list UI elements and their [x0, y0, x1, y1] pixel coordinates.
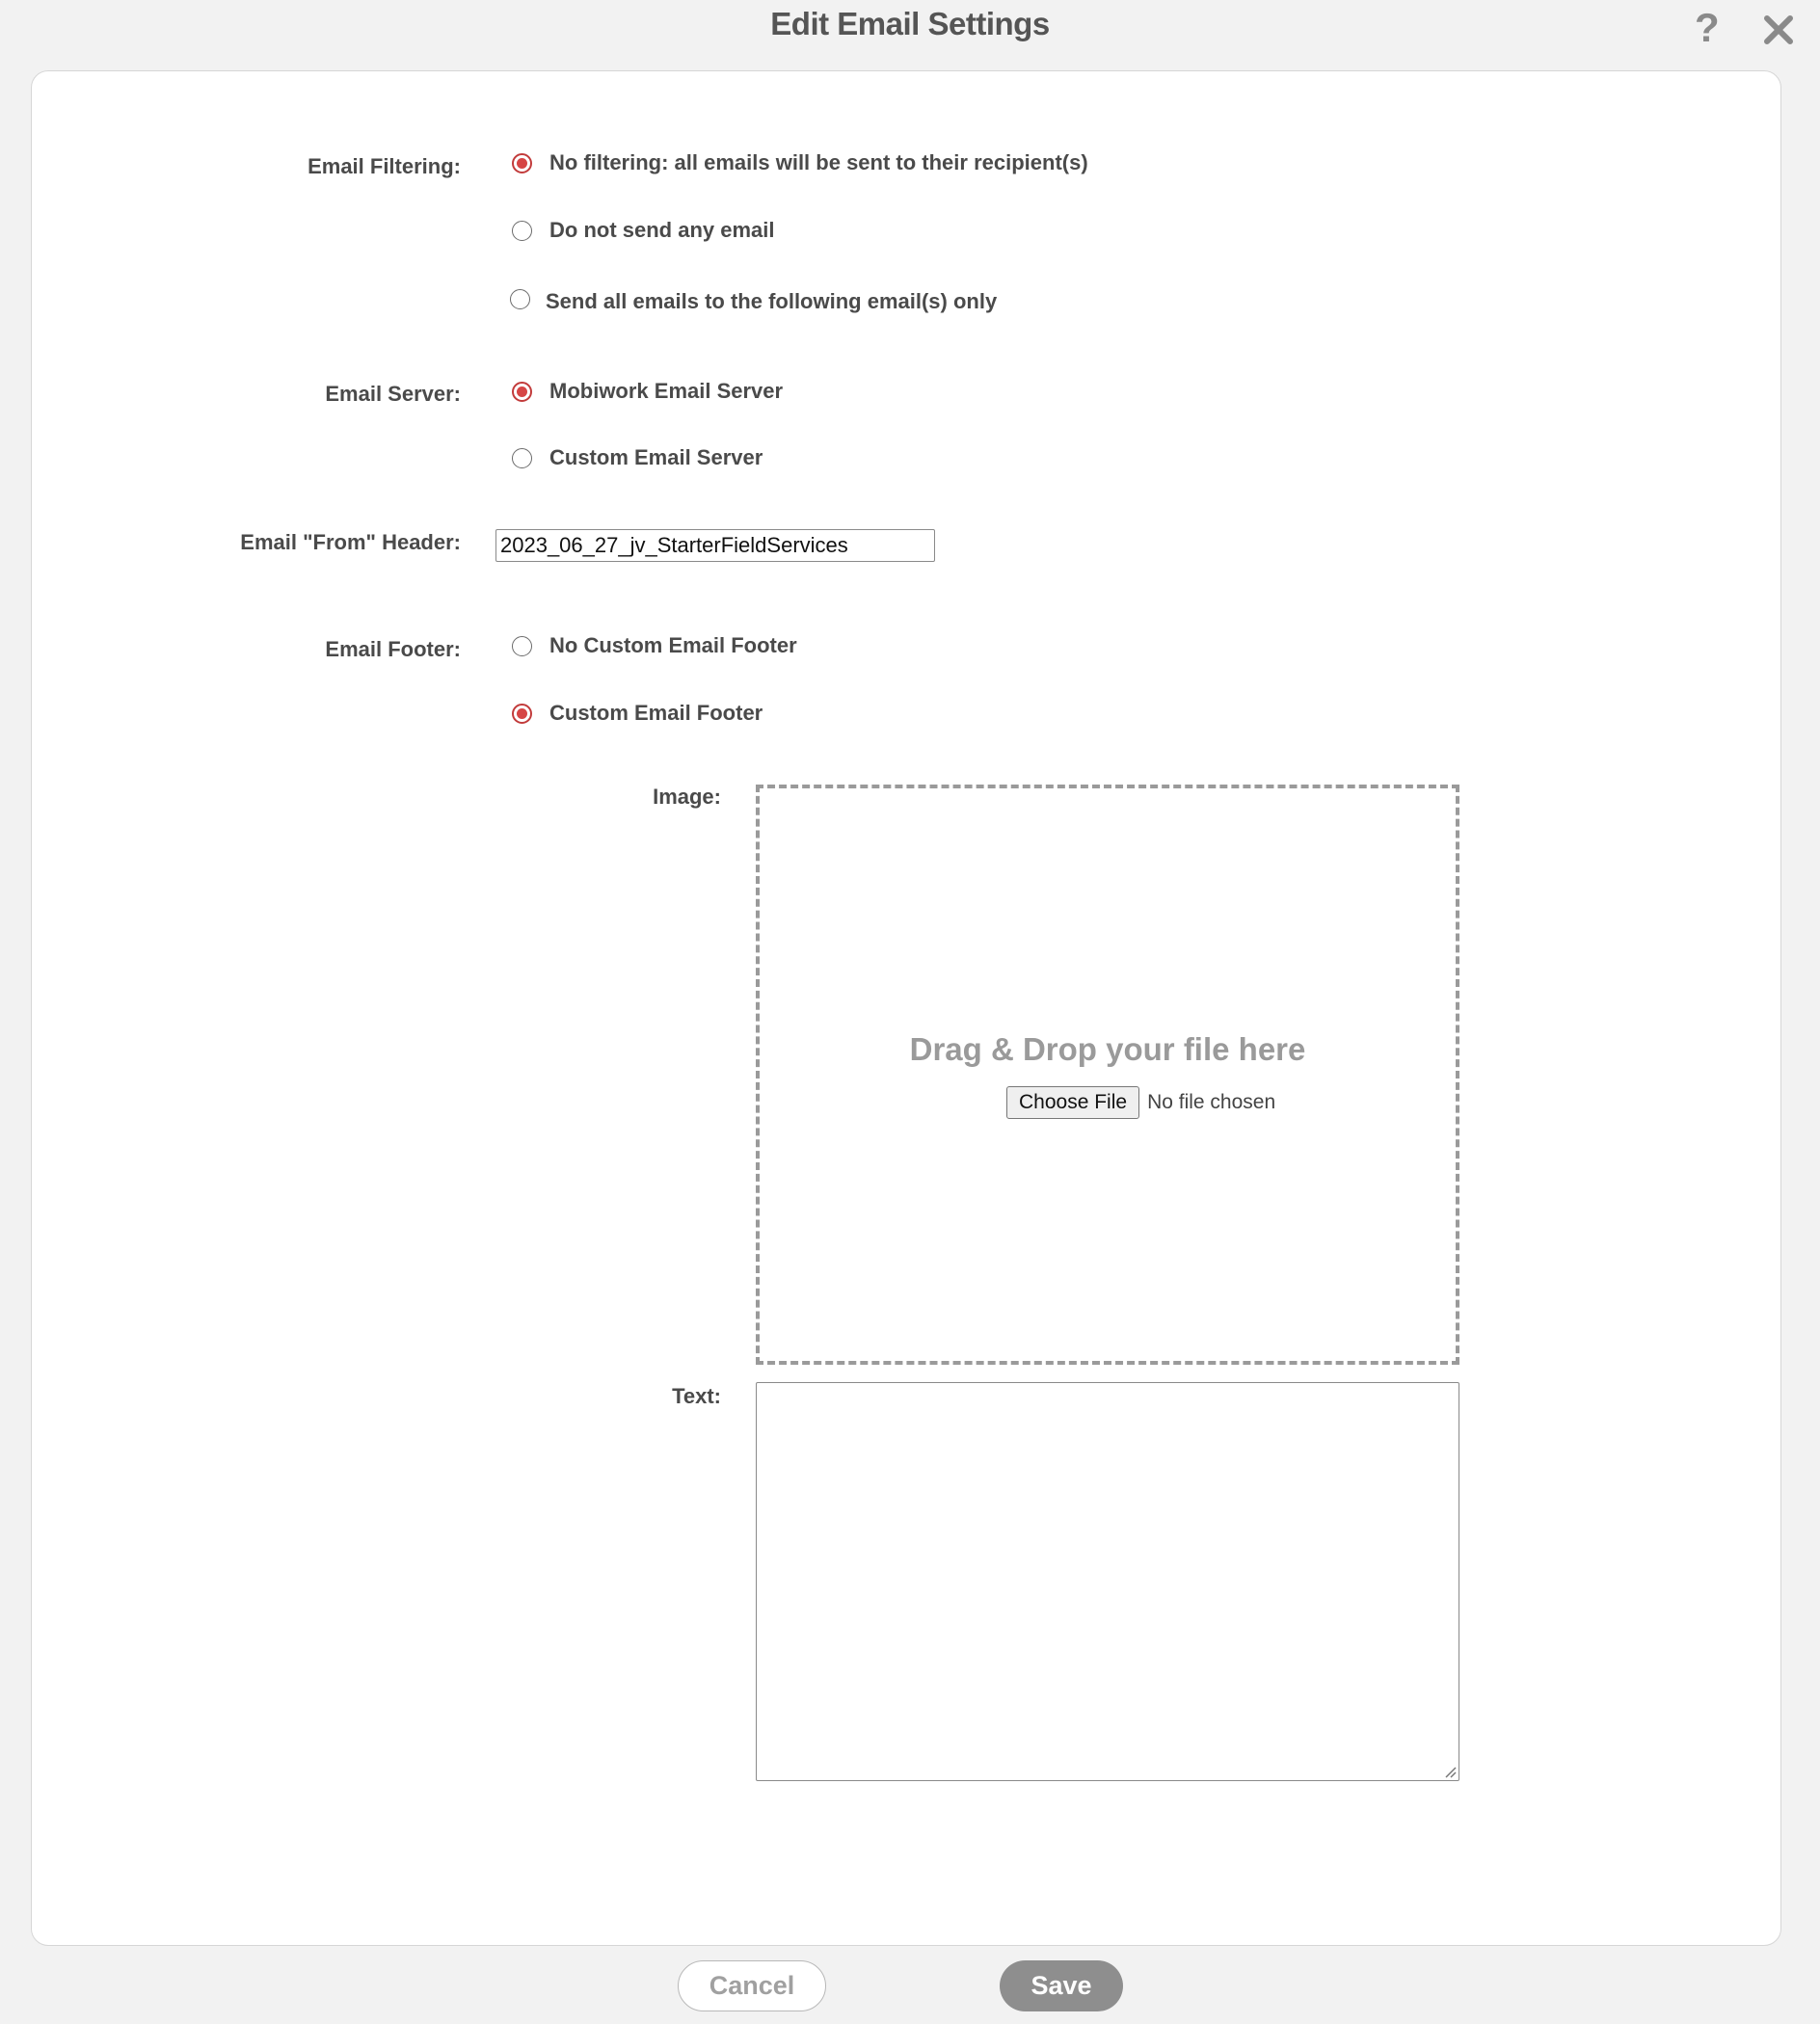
close-icon[interactable]: [1762, 13, 1795, 46]
from-header-label: Email "From" Header:: [240, 530, 461, 554]
resize-grip-icon[interactable]: [1443, 1765, 1457, 1778]
save-button[interactable]: Save: [1000, 1960, 1123, 2011]
email-server-label: Email Server:: [325, 382, 461, 406]
radio-label: No filtering: all emails will be sent to their recipient(s): [549, 150, 1088, 174]
radio-label: Custom Email Footer: [549, 701, 763, 725]
radio-button[interactable]: [512, 448, 532, 468]
server-option-mobiwork[interactable]: [512, 379, 783, 404]
radio-label: Custom Email Server: [549, 445, 763, 469]
from-header-input[interactable]: [495, 529, 935, 562]
radio-button-checked[interactable]: [512, 153, 532, 173]
radio-label: Send all emails to the following email(s) only: [546, 289, 998, 313]
help-icon[interactable]: ?: [1695, 5, 1720, 50]
filtering-option-no-filtering[interactable]: [512, 150, 1088, 175]
radio-button-checked[interactable]: [512, 704, 532, 724]
text-label: Text:: [672, 1384, 721, 1408]
footer-option-none[interactable]: [512, 633, 797, 658]
dropzone-text: Drag & Drop your file here: [909, 1031, 1306, 1067]
file-input[interactable]: [1006, 1086, 1275, 1119]
image-label: Image:: [653, 785, 721, 809]
radio-button[interactable]: [512, 636, 532, 656]
radio-label: Do not send any email: [549, 218, 775, 242]
radio-button[interactable]: [512, 221, 532, 241]
radio-button-checked[interactable]: [512, 382, 532, 402]
cancel-button[interactable]: Cancel: [678, 1960, 826, 2011]
dialog-title: Edit Email Settings: [770, 6, 1050, 41]
file-status: No file chosen: [1147, 1091, 1276, 1113]
radio-label: No Custom Email Footer: [549, 633, 797, 657]
filtering-option-do-not-send[interactable]: [512, 218, 775, 243]
footer-option-custom[interactable]: [512, 701, 763, 726]
filtering-option-send-to-following[interactable]: [510, 283, 997, 314]
server-option-custom[interactable]: [512, 445, 763, 470]
image-dropzone[interactable]: [756, 785, 1459, 1365]
email-filtering-label: Email Filtering:: [308, 154, 461, 178]
radio-button[interactable]: [510, 289, 530, 309]
choose-file-button[interactable]: Choose File: [1006, 1086, 1139, 1119]
footer-text-area[interactable]: [756, 1382, 1459, 1781]
radio-label: Mobiwork Email Server: [549, 379, 784, 403]
email-footer-label: Email Footer:: [325, 637, 461, 661]
